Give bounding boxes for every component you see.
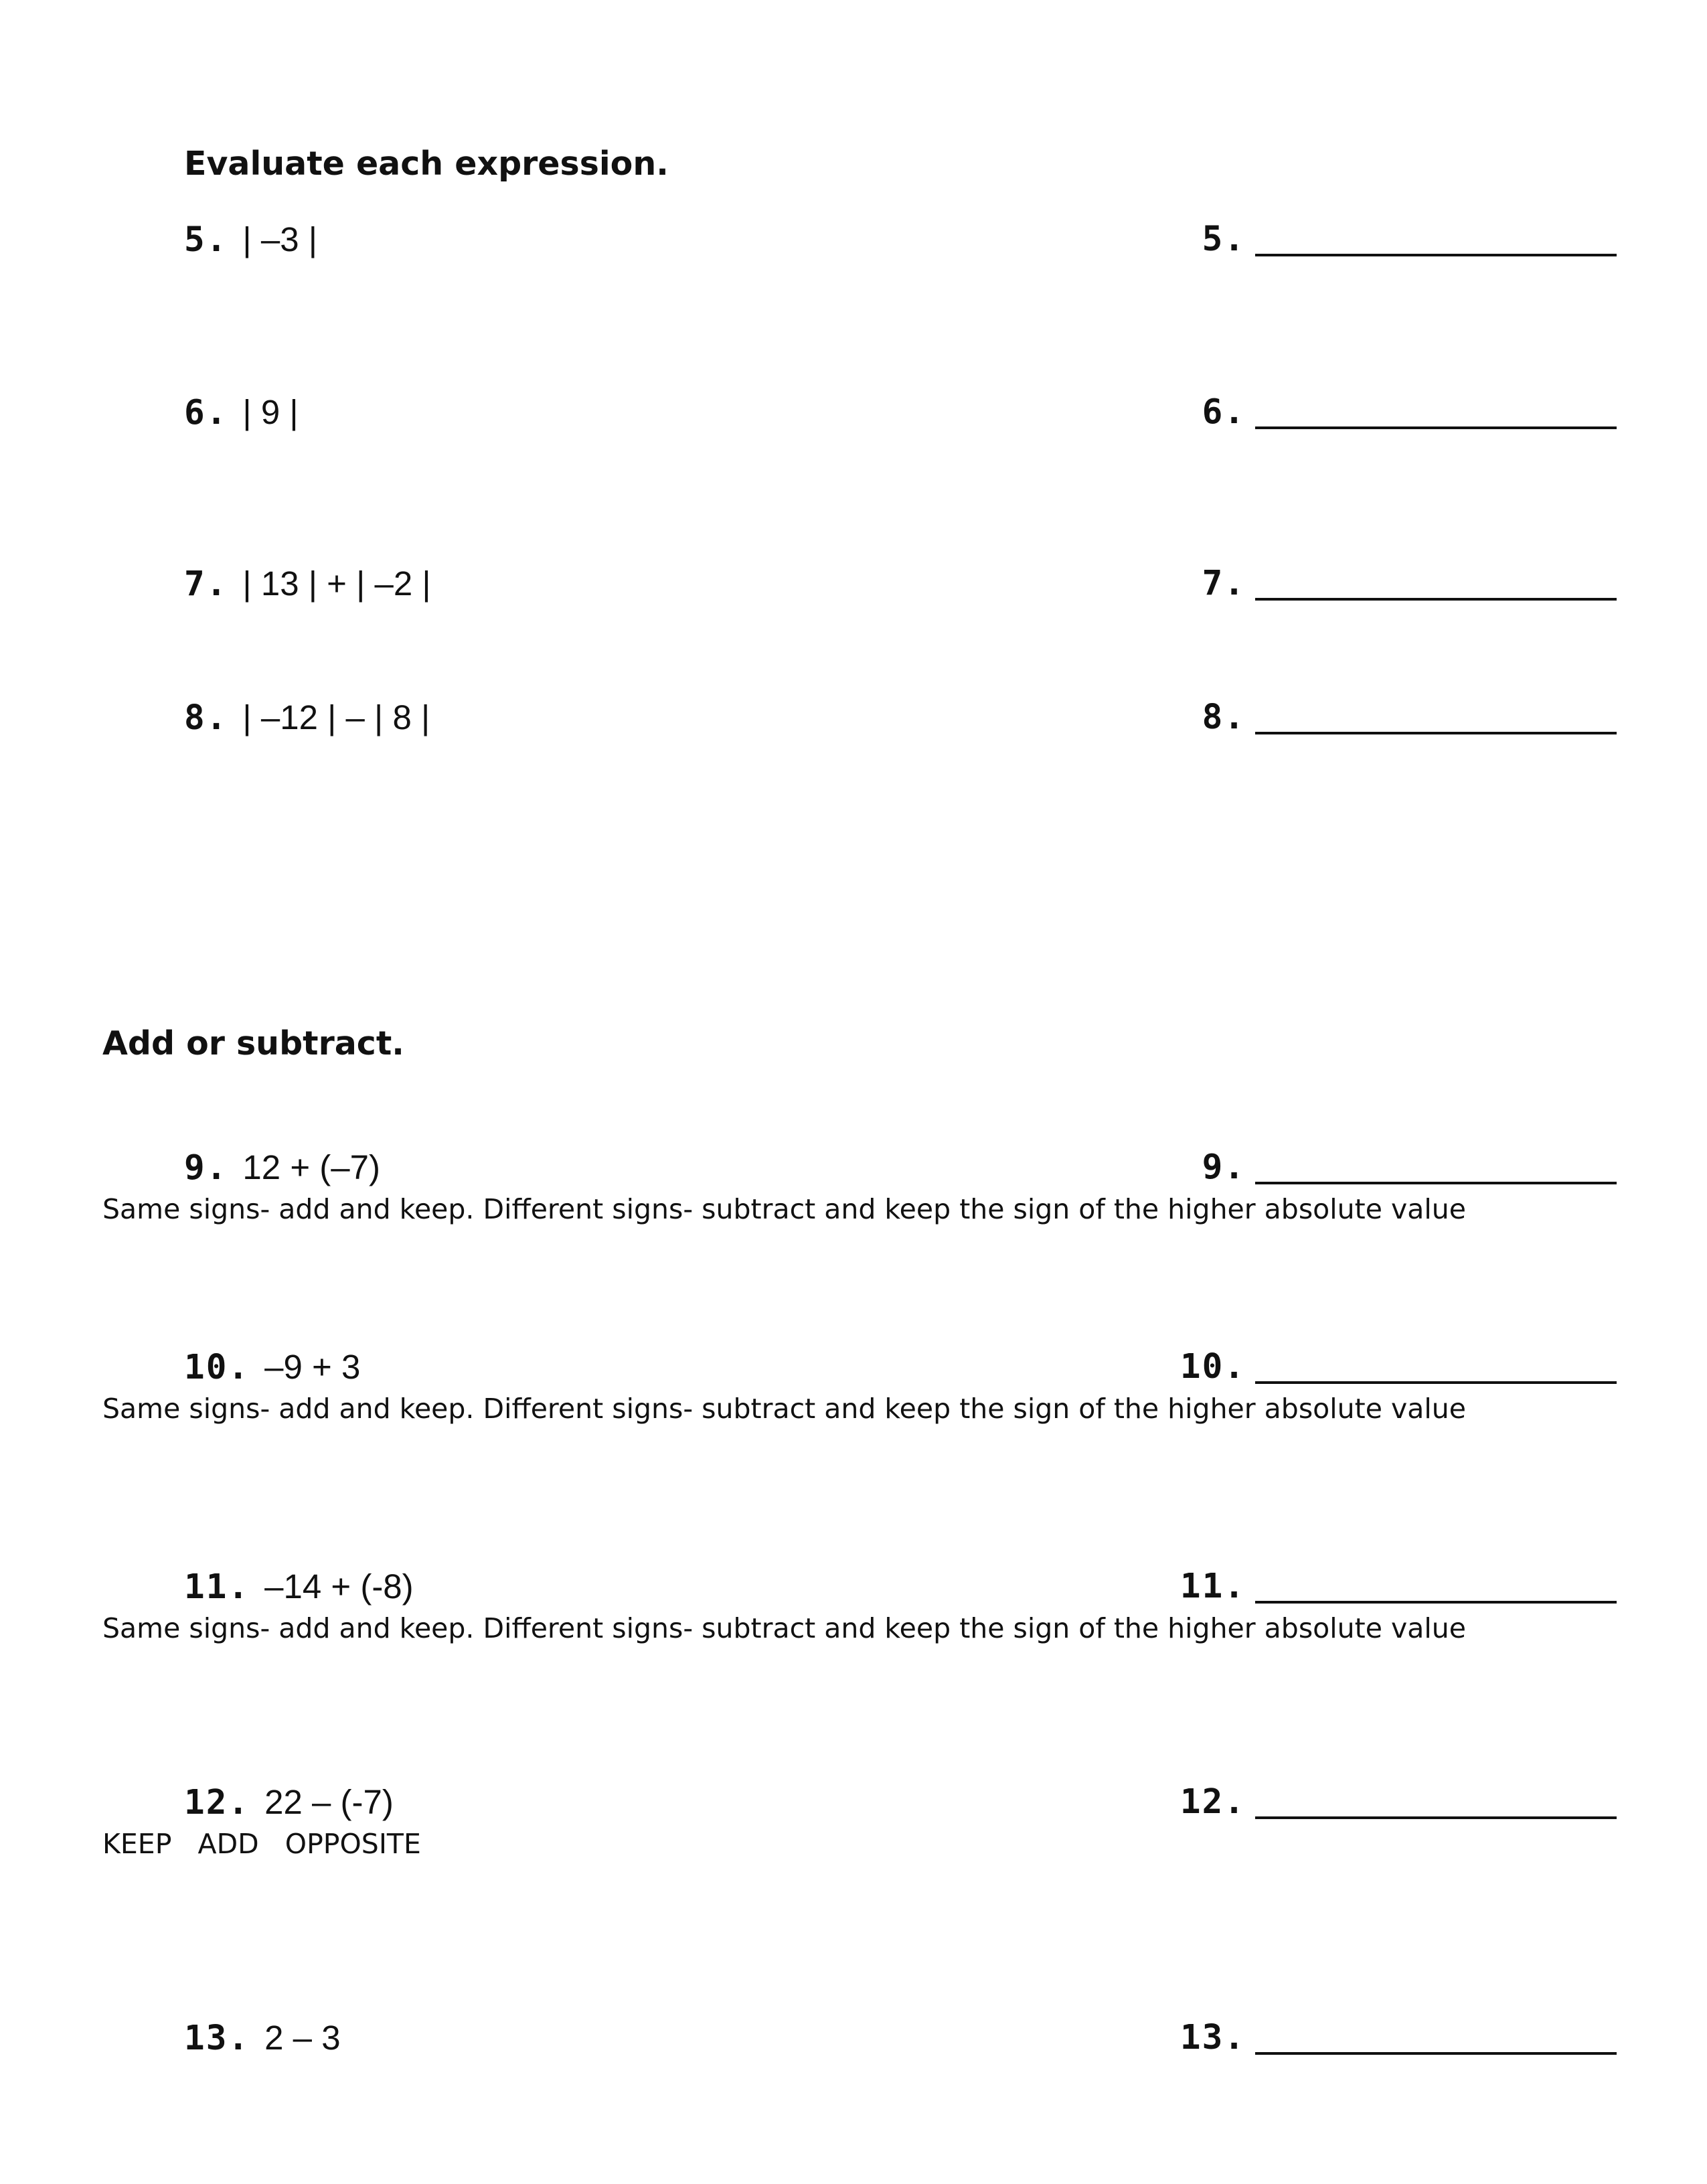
problem-expression: 22 – (-7): [264, 1783, 394, 1821]
answer-line[interactable]: [1255, 1352, 1617, 1384]
problem-expression: | 13 | + | –2 |: [242, 564, 431, 603]
problem-number: 13.: [184, 2019, 250, 2058]
problem-number: 9.: [184, 1148, 228, 1188]
problem-11: [184, 1569, 414, 1605]
problem-expression: 2 – 3: [264, 2019, 341, 2057]
keep-add-opposite-hint: KEEP ADD OPPOSITE: [102, 1828, 421, 1860]
problem-number: 11.: [184, 1567, 250, 1607]
hint-text: Same signs- add and keep. Different signs- subtract and keep the sign of the higher absolute value: [102, 1393, 1466, 1425]
answer-label: 13.: [1180, 2018, 1246, 2057]
answer-label: 5.: [1202, 220, 1246, 259]
hint-text: Same signs- add and keep. Different signs- subtract and keep the sign of the higher absolute value: [102, 1193, 1466, 1225]
problem-6: [184, 395, 299, 431]
problem-expression: 12 + (–7): [242, 1148, 380, 1186]
problem-10: [184, 1350, 360, 1385]
problem-expression: | –12 | – | 8 |: [242, 698, 430, 736]
answer-blank-8[interactable]: [1202, 698, 1617, 737]
problem-number: 12.: [184, 1783, 250, 1822]
answer-line[interactable]: [1255, 397, 1617, 429]
answer-blank-10[interactable]: [1180, 1347, 1617, 1387]
hint-text: Same signs- add and keep. Different signs- subtract and keep the sign of the higher absolute value: [102, 1612, 1466, 1644]
problem-8: [184, 700, 430, 736]
problem-12: [184, 1785, 394, 1820]
answer-label: 8.: [1202, 698, 1246, 737]
answer-label: 6.: [1202, 392, 1246, 432]
answer-label: 10.: [1180, 1347, 1246, 1387]
answer-blank-12[interactable]: [1180, 1782, 1617, 1822]
answer-line[interactable]: [1255, 568, 1617, 601]
problem-number: 6.: [184, 393, 228, 433]
problem-7: [184, 566, 431, 602]
section-heading-add-subtract: Add or subtract.: [102, 1024, 404, 1063]
answer-line[interactable]: [1255, 2023, 1617, 2055]
problem-expression: | –3 |: [242, 220, 317, 258]
answer-blank-11[interactable]: [1180, 1569, 1617, 1604]
problem-9: [184, 1150, 380, 1186]
answer-line[interactable]: [1255, 1571, 1617, 1604]
answer-label: 12.: [1180, 1782, 1246, 1822]
problem-expression: –14 + (-8): [264, 1567, 414, 1606]
problem-number: 10.: [184, 1348, 250, 1387]
problem-5: [184, 222, 317, 258]
problem-number: 7.: [184, 564, 228, 604]
answer-line[interactable]: [1255, 1787, 1617, 1819]
answer-label: 11.: [1180, 1567, 1246, 1606]
answer-line[interactable]: [1255, 702, 1617, 734]
answer-line[interactable]: [1255, 224, 1617, 256]
answer-label: 9.: [1202, 1148, 1246, 1187]
answer-blank-13[interactable]: [1180, 2018, 1617, 2057]
answer-blank-7[interactable]: [1202, 566, 1617, 601]
answer-blank-5[interactable]: [1202, 220, 1617, 259]
answer-label: 7.: [1202, 564, 1246, 603]
answer-blank-9[interactable]: [1202, 1148, 1617, 1187]
problem-number: 5.: [184, 220, 228, 260]
problem-number: 8.: [184, 698, 228, 738]
section-heading-evaluate: Evaluate each expression.: [184, 145, 669, 183]
answer-line[interactable]: [1255, 1152, 1617, 1184]
answer-blank-6[interactable]: [1202, 392, 1617, 432]
problem-expression: | 9 |: [242, 393, 299, 431]
problem-expression: –9 + 3: [264, 1348, 361, 1386]
problem-13: [184, 2021, 341, 2056]
